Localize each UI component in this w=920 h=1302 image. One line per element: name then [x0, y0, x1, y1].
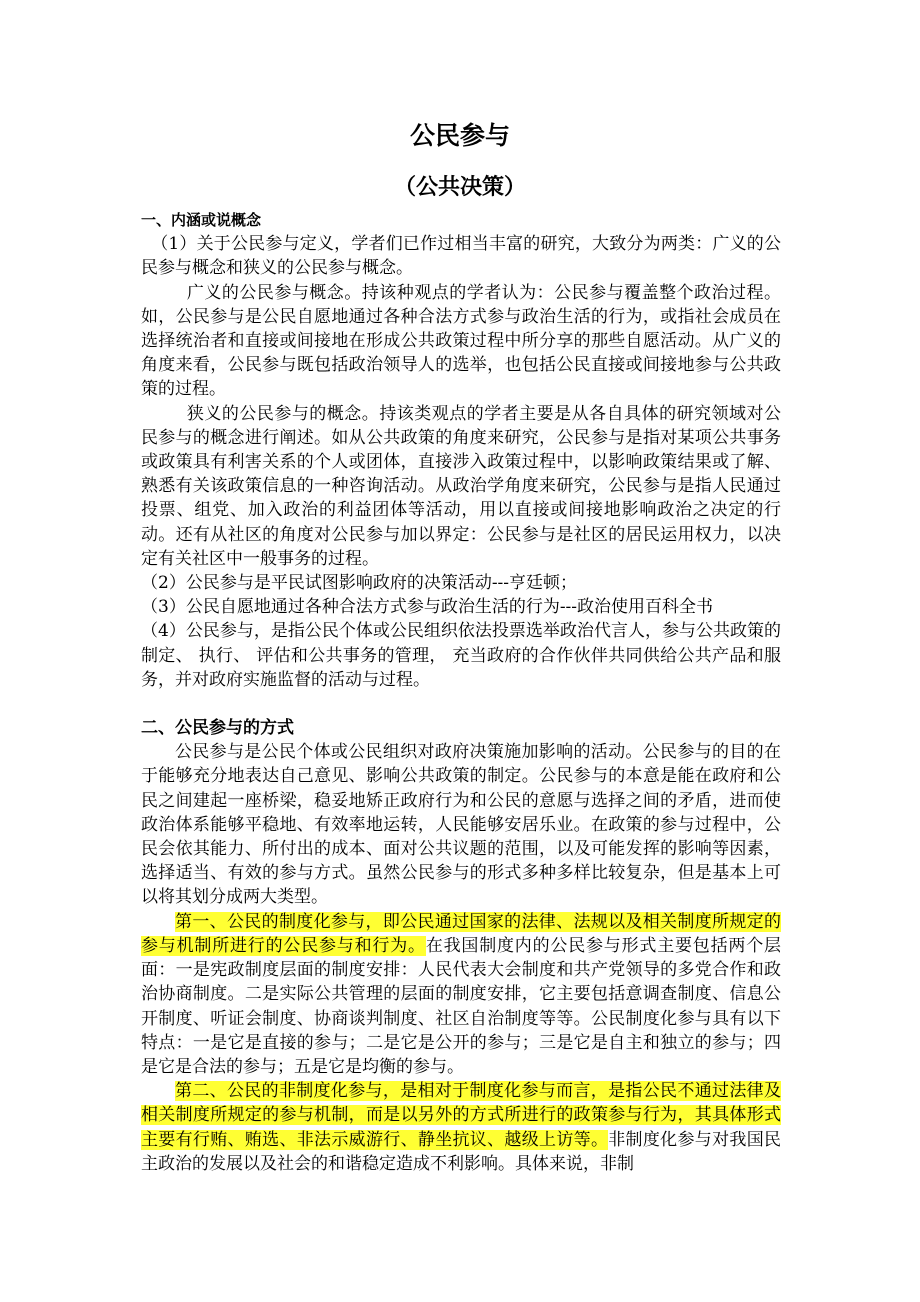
page-title: 公民参与 [409, 121, 510, 150]
paragraph-text: 非制度化参与对我国民主政治的发展以及社会的和谐稳定造成不利影响。具体来说，非制 [141, 1129, 781, 1174]
highlighted-text: 第二、公民的非制度化参与，是相对于制度化参与而言，是指公民不通过法律及相关制度所规定的参与机制，而是以另外的方式所进行的政策参与行为，其具体形式主要有行贿、贿选、非法示威游行、静坐抗议、越级上访等。 [141, 1081, 781, 1150]
spacer [141, 692, 781, 716]
page-subtitle: （公共决策） [393, 175, 526, 200]
paragraph: 广义的公民参与概念。持该种观点的学者认为：公民参与覆盖整个政治过程。如，公民参与是公民自愿地通过各种合法方式参与政治生活的行为，或指社会成员在选择统治者和直接或间接地在形成公共政策过程中所分享的那些自愿活动。从广义的角度来看，公民参与既包括政治领导人的选举，也包括公民直接或间接地参与公共政策的过程。 [141, 282, 781, 400]
paragraph: 狭义的公民参与的概念。持该类观点的学者主要是从各自具体的研究领域对公民参与的概念进行阐述。如从公共政策的角度来研究，公民参与是指对某项公共事务或政策具有利害关系的个人或团体，直接涉入政策过程中，以影响政策结果或了解、熟悉有关该政策信息的一种咨询活动。从政治学角度来研究，公民参与是指人民通过投票、组党、加入政治的利益团体等活动，用以直接或间接地影响政治之决定的行动。还有从社区的角度对公民参与加以界定：公民参与是社区的居民运用权力，以决定有关社区中一般事务的过程。 [141, 403, 781, 569]
highlighted-text: 第一、公民的制度化参与，即公民通过国家的法律、法规以及相关制度所规定的参与机制所进行的公民参与和行为。 [141, 911, 781, 956]
paragraph-text: 在我国制度内的公民参与形式主要包括两个层面：一是宪政制度层面的制度安排：人民代表大会制度和共产党领导的多党合作和政治协商制度。二是实际公共管理的层面的制度安排，它主要包括意调查制度、信息公开制度、听证会制度、协商谈判制度、社区自治制度等等。公民制度化参与具有以下特点：一是它是直接的参与；二是它是公开的参与；三是它是自主和独立的参与；四是它是合法的参与；五是它是均衡的参与。 [141, 935, 782, 1077]
list-item: （4）公民参与，是指公民个体或公民组织依法投票选举政治代言人，参与公共政策的制定、 执行、 评估和公共事务的管理， 充当政府的合作伙伴共同供给公共产品和服务，并对政府实施监督的活动与过程。 [141, 621, 781, 690]
list-item: （3）公民自愿地通过各种合法方式参与政治生活的行为---政治使用百科全书 [141, 597, 714, 618]
section-heading: 二、公民参与的方式 [141, 718, 294, 739]
paragraph: 公民参与是公民个体或公民组织对政府决策施加影响的活动。公民参与的目的在于能够充分地表达自己意见、影响公共政策的制定。公民参与的本意是能在政府和公民之间建起一座桥梁，稳妥地矫正政府行为和公民的意愿与选择之间的矛盾，进而使政治体系能够平稳地、有效率地运转，人民能够安居乐业。在政策的参与过程中，公民会依其能力、所付出的成本、面对公共议题的范围，以及可能发挥的影响等因素，选择适当、有效的参与方式。虽然公民参与的形式多种多样比较复杂，但是基本上可以将其划分成两大类型。 [141, 742, 781, 908]
list-item: （2）公民参与是平民试图影响政府的决策活动---亨廷顿； [141, 573, 578, 594]
section-heading: 一、内涵或说概念 [141, 211, 262, 229]
paragraph [141, 910, 781, 1079]
paragraph [141, 1079, 781, 1176]
document-body [141, 208, 781, 1176]
paragraph: （1）关于公民参与定义，学者们已作过相当丰富的研究，大致分为两类：广义的公民参与概念和狭义的公民参与概念。 [141, 234, 781, 279]
